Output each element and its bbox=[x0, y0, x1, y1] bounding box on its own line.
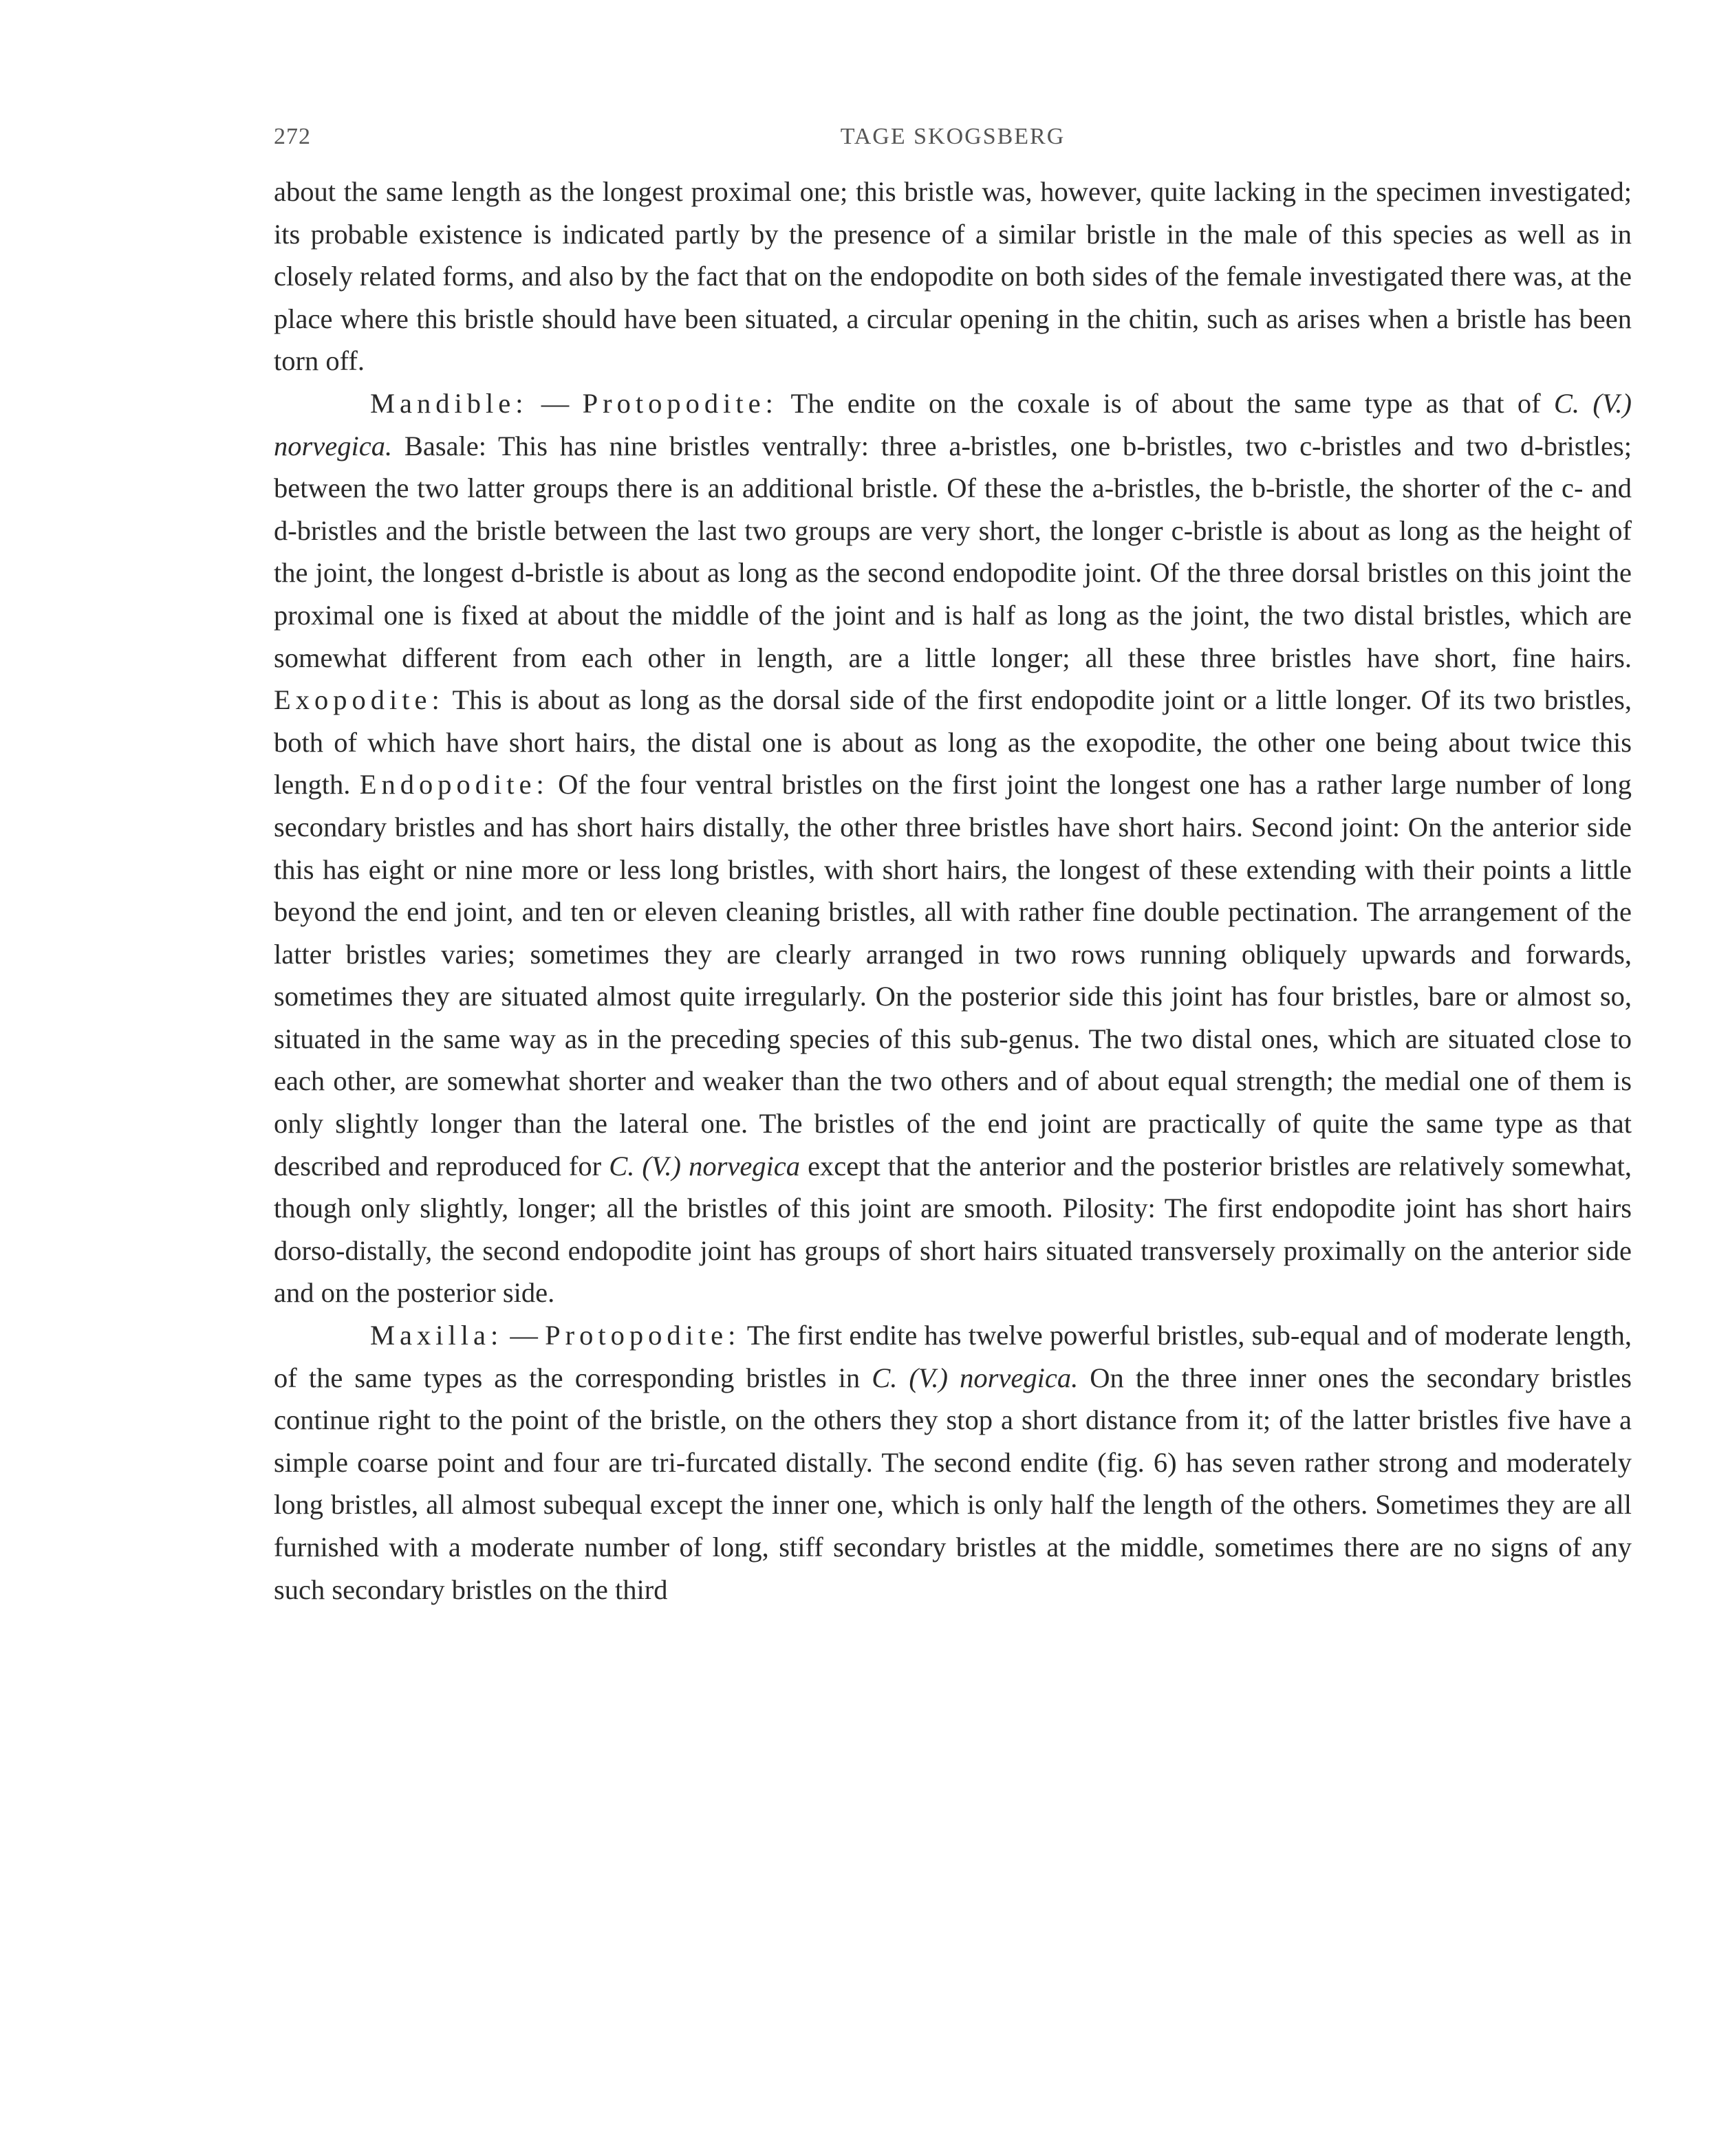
running-head bbox=[274, 124, 1632, 165]
taxon-name: C. (V.) norvegica. bbox=[274, 387, 1632, 461]
mandible-text-4: Of the four ventral bristles on the first joint the longest one has a rather large number of long secondary bristles and has short hairs distally, the other three bristles have short hairs. Second joint: On the anterior side this has eight or nine more or less long bristles, with short hairs, the longest of these extending with their points a little beyond the end joint, and ten or eleven cleaning bristles, all with rather fine double pectination. The arrangement of the latter bristles varies; sometimes they are clearly arranged in two rows running obliquely upwards and forwards, sometimes they are situated almost quite irregularly. On the posterior side this joint has four bristles, bare or almost so, situated in the same way as in the preceding species of this sub-genus. The two distal ones, which are situated close to each other, are somewhat shorter and weaker than the two others and of about equal strength; the medial one of them is only slightly longer than the lateral one. The bristles of the end joint are practically of quite the same type as that described and reproduced for bbox=[274, 769, 1632, 1182]
separator-dash: — bbox=[528, 387, 583, 419]
paragraph-1 bbox=[274, 171, 1632, 382]
maxilla-text-2: On the three inner ones the secondary bristles continue right to the point of the bristle, on the others they stop a short distance from it; of the latter bristles five have a simple coarse point and four are tri-furcated distally. The second endite (fig. 6) has seven rather strong and moderately long bristles, all almost subequal except the inner one, which is only half the length of the others. Sometimes they are all furnished with a moderate number of long, stiff secondary bristles at the middle, sometimes there are no signs of any such secondary bristles on the third bbox=[274, 1362, 1632, 1605]
body-text bbox=[274, 171, 1632, 1611]
separator-dash: — bbox=[503, 1320, 546, 1351]
heading-exopodite: Exopodite: bbox=[274, 684, 444, 716]
maxilla-text-1: The first endite has twelve powerful bristles, sub-equal and of moderate length, of the same types as the corresponding bristles in bbox=[274, 1320, 1632, 1393]
taxon-name: C. (V.) norvegica. bbox=[872, 1362, 1079, 1393]
running-head-author: TAGE SKOGSBERG bbox=[840, 124, 1066, 149]
mandible-text-3: This is about as long as the dorsal side of the first endopodite joint or a little longer. Of its two bristles, both of which have short hairs, the distal one is about as long as the exopodite, the other one being about twice this length. bbox=[274, 684, 1632, 801]
paragraph-maxilla bbox=[274, 1314, 1632, 1611]
page bbox=[274, 124, 1632, 1611]
mandible-text-1: The endite on the coxale is of about the same type as that of bbox=[777, 387, 1554, 419]
mandible-text-2: Basale: This has nine bristles ventrally: three a-bristles, one b-bristles, two c-bristles and two d-bristles; between the two latter groups there is an additional bristle. Of these the a-bristles, the b-bristle, the shorter of the c- and d-bristles and the bristle between the last two groups are very short, the longer c-bristle is about as long as the height of the joint, the longest d-bristle is about as long as the second endopodite joint. Of the three dorsal bristles on this joint the proximal one is fixed at about the middle of the joint and is half as long as the joint, the two distal bristles, which are somewhat different from each other in length, are a little longer; all these three bristles have short, fine hairs. bbox=[274, 430, 1632, 673]
taxon-name: C. (V.) norvegica bbox=[609, 1150, 801, 1182]
heading-mandible: Mandible: bbox=[370, 387, 528, 419]
page-number: 272 bbox=[274, 124, 311, 149]
heading-protopodite: Protopodite: bbox=[582, 387, 778, 419]
heading-endopodite: Endopodite: bbox=[359, 769, 549, 801]
heading-protopodite: Protopodite: bbox=[545, 1320, 741, 1351]
heading-maxilla: Maxilla: bbox=[370, 1320, 504, 1351]
mandible-text-5: except that the anterior and the posterior bristles are relatively somewhat, though only slightly, longer; all the bristles of this joint are smooth. Pilosity: The first endopodite joint has short hairs dorso-distally, the second endopodite joint has groups of short hairs situated transversely proximally on the anterior side and on the posterior side. bbox=[274, 1150, 1632, 1309]
paragraph-1-text: about the same length as the longest proximal one; this bristle was, however, quite lacking in the specimen investigated; its probable existence is indicated partly by the presence of a similar bristle in the male of this species as well as in closely related forms, and also by the fact that on the endopodite on both sides of the female investigated there was, at the place where this bristle should have been situated, a circular opening in the chitin, such as arises when a bristle has been torn off. bbox=[274, 176, 1632, 377]
paragraph-mandible bbox=[274, 382, 1632, 1314]
